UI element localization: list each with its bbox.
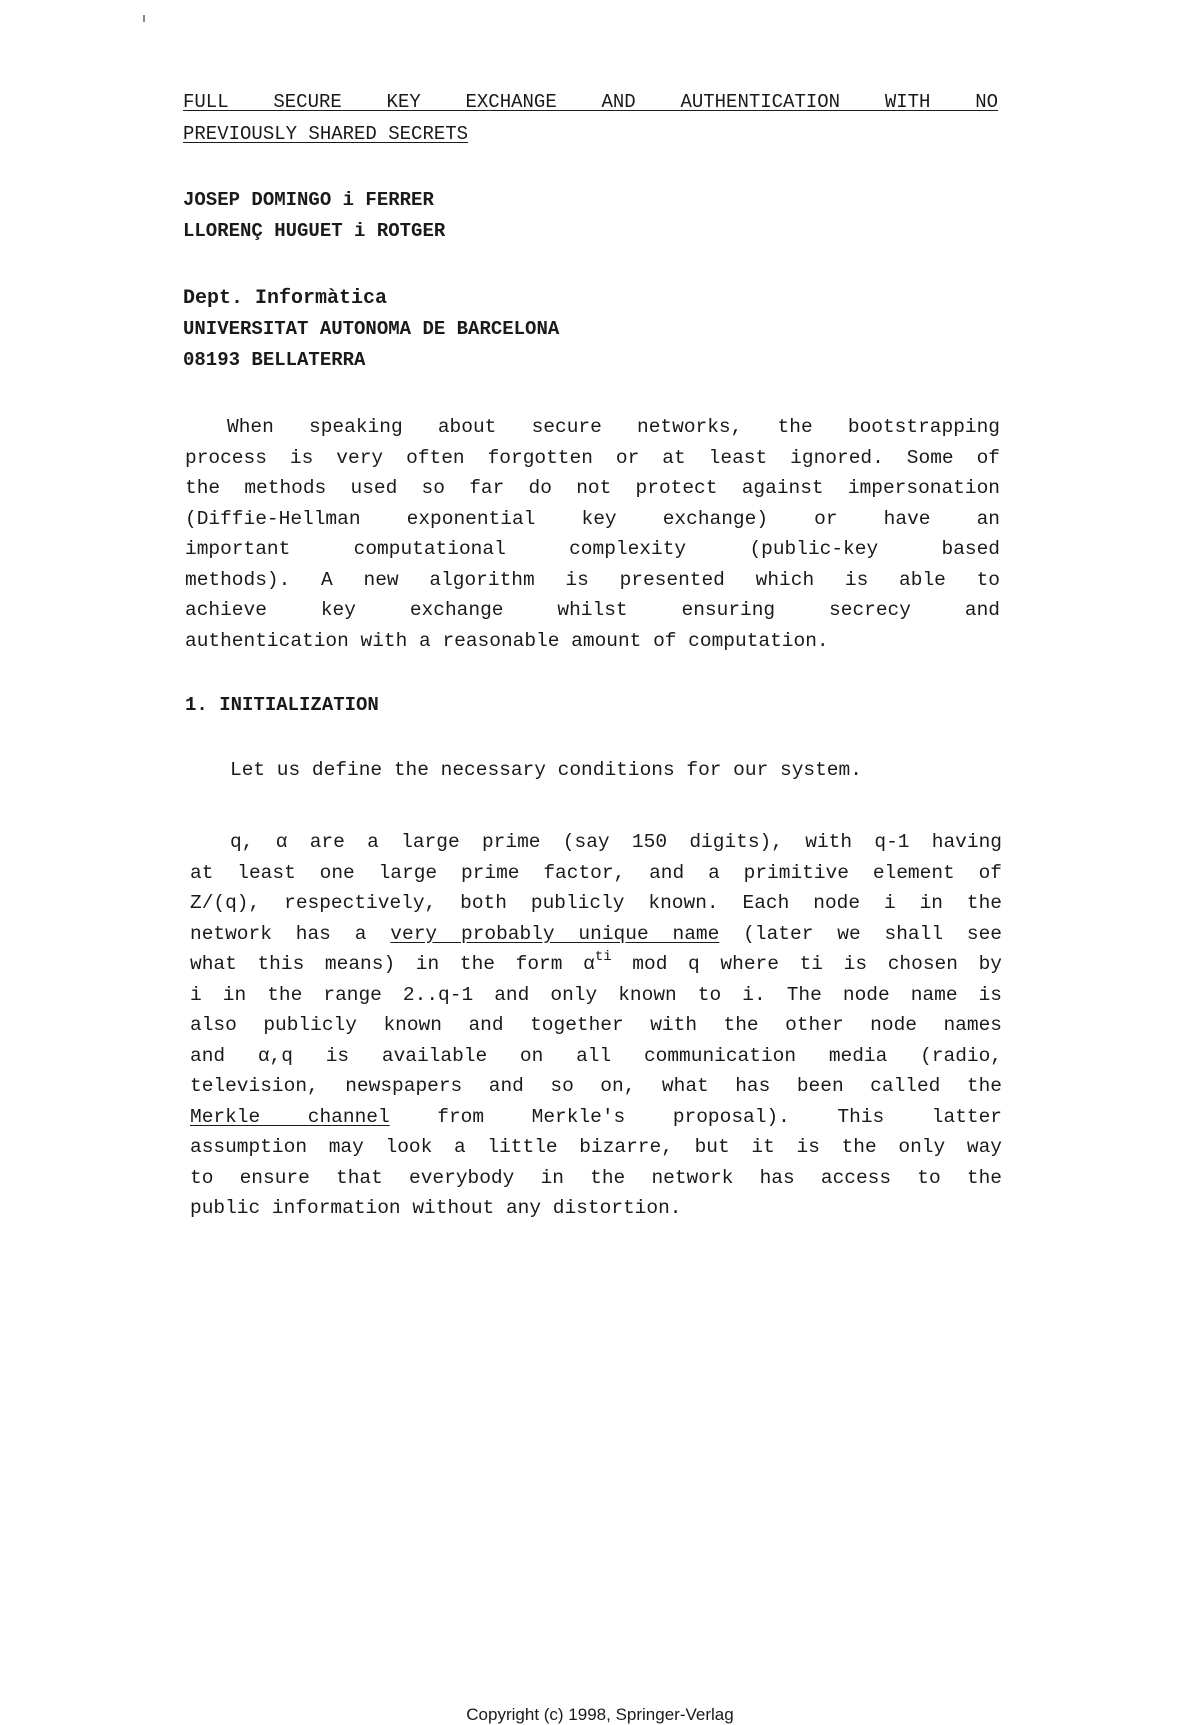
affiliation-university: UNIVERSITAT AUTONOMA DE BARCELONA (183, 318, 560, 340)
title-line-2: PREVIOUSLY SHARED SECRETS (183, 123, 469, 145)
abstract-line: (Diffie-Hellman exponential key exchange) or have an (185, 507, 1000, 530)
paper-title (183, 86, 998, 150)
emphasized-term: very probably unique name (390, 922, 720, 945)
body-line: to ensure that everybody in the network has access to the (190, 1166, 1002, 1189)
affiliation-address: 08193 BELLATERRA (183, 349, 366, 371)
body-line (190, 1102, 1002, 1133)
section-intro: Let us define the necessary conditions for our system. (230, 759, 862, 781)
body-line: television, newspapers and so on, what has been called the (190, 1075, 1002, 1097)
body-line: Z/(q), respectively, both publicly known. Each node i in the (190, 892, 1002, 914)
body-line: i in the range 2..q-1 and only known to i. The node name is (190, 983, 1002, 1006)
abstract (185, 412, 1000, 656)
superscript: ti (594, 949, 612, 965)
body-text: from Merkle's proposal). This latter (389, 1105, 1002, 1128)
abstract-line: authentication with a reasonable amount of computation. (185, 629, 829, 652)
body-text: network has a (190, 922, 391, 945)
body-line: public information without any distortion. (190, 1197, 682, 1219)
abstract-line: the methods used so far do not protect against impersonation (185, 477, 1000, 499)
body-line: at least one large prime factor, and a primitive element of (190, 861, 1002, 884)
abstract-line: When speaking about secure networks, the bootstrapping (227, 416, 1000, 438)
body-text: (later we shall see (719, 922, 1002, 945)
body-line (190, 919, 1002, 950)
affiliation-department: Dept. Informàtica (183, 287, 388, 310)
author-name: JOSEP DOMINGO i FERRER (183, 189, 434, 211)
author-name: LLORENÇ HUGUET i ROTGER (183, 220, 446, 242)
body-line: also publicly known and together with the other node names (190, 1014, 1002, 1036)
body-text: what this means) in the form α (190, 953, 595, 975)
section-heading: 1. INITIALIZATION (185, 694, 379, 716)
body-line (190, 949, 1002, 980)
body-line: q, α are a large prime (say 150 digits), with q-1 having (230, 831, 1002, 853)
abstract-line: important computational complexity (public-key based (185, 538, 1000, 560)
abstract-line: process is very often forgotten or at least ignored. Some of (185, 446, 1000, 469)
copyright-footer: Copyright (c) 1998, Springer-Verlag (466, 1705, 734, 1724)
body-line: and α,q is available on all communication media (radio, (190, 1044, 1002, 1067)
body-text: mod q where ti is chosen by (611, 953, 1002, 975)
author-list (183, 185, 445, 247)
title-line-1: FULL SECURE KEY EXCHANGE AND AUTHENTICATION WITH NO (183, 91, 998, 113)
affiliation (183, 283, 559, 376)
body-line: assumption may look a little bizarre, but it is the only way (190, 1136, 1002, 1158)
section-body (190, 827, 1002, 1224)
abstract-line: methods). A new algorithm is presented which is able to (185, 568, 1000, 591)
emphasized-term: Merkle channel (190, 1105, 390, 1128)
scan-speck (143, 15, 145, 22)
abstract-line: achieve key exchange whilst ensuring secrecy and (185, 599, 1000, 621)
